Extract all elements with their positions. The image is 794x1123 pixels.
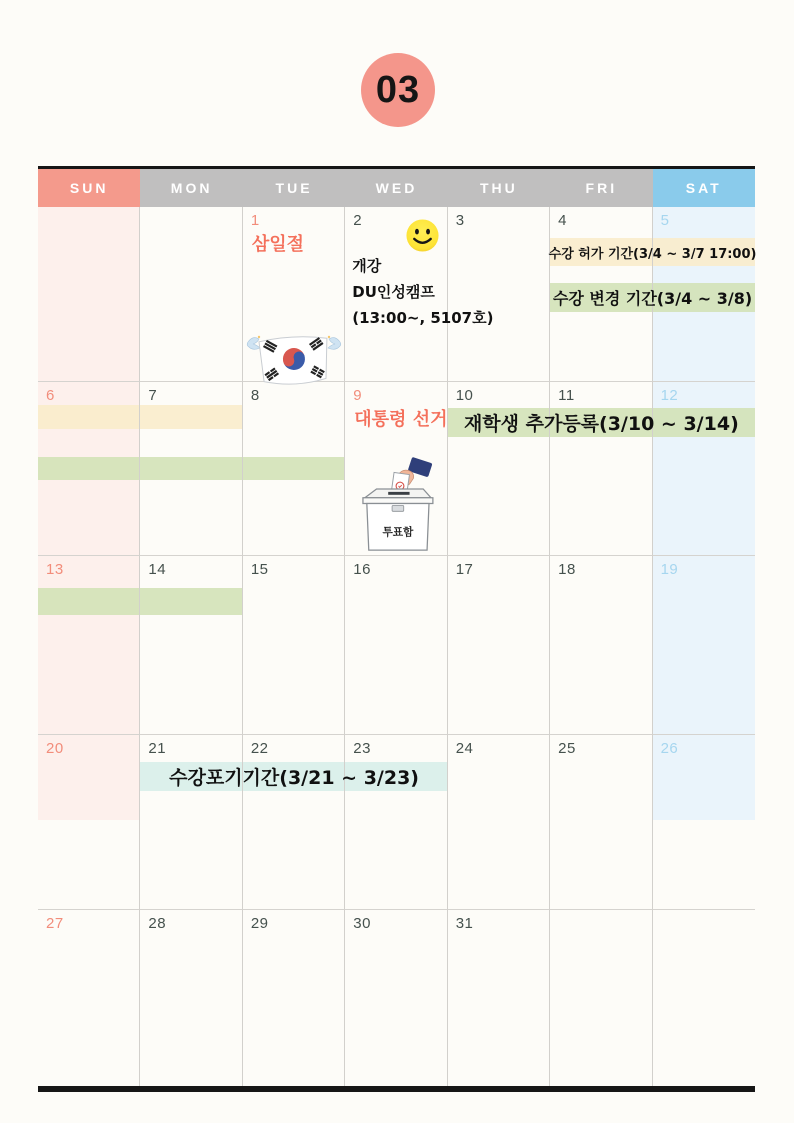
- date-number: 31: [455, 915, 474, 932]
- day-header-fri: FRI: [550, 169, 652, 207]
- date-number: 18: [558, 561, 576, 578]
- day-header-wed: WED: [345, 169, 447, 207]
- date-number: 9: [353, 387, 363, 404]
- calendar-cell-31: [448, 910, 550, 1086]
- calendar-cell-26: [653, 735, 755, 910]
- cell-event-line: (13:00~, 5107호): [352, 309, 494, 327]
- calendar-cell-15: [243, 556, 345, 735]
- calendar-cell-empty: [140, 207, 242, 382]
- date-number: 19: [660, 561, 679, 578]
- calendar-cell-18: [550, 556, 652, 735]
- calendar-cell-5: [653, 207, 755, 382]
- calendar-day-headers: [38, 169, 755, 207]
- ballot-box-label: 투표함: [382, 526, 414, 539]
- event-bar-label: 수강포기기간(3/21 ~ 3/23): [169, 767, 419, 789]
- date-number: 5: [660, 212, 670, 229]
- calendar-cell-2: [345, 207, 494, 382]
- calendar-cell-17: [448, 556, 550, 735]
- smiley-icon: [405, 218, 440, 253]
- calendar-cell-10: [448, 382, 550, 556]
- date-number: 17: [455, 561, 474, 578]
- calendar-grid: [38, 207, 755, 1086]
- date-number: 22: [250, 740, 269, 757]
- calendar-cell-30: [345, 910, 447, 1086]
- date-number: 2: [353, 212, 363, 229]
- calendar-cell-8: [243, 382, 345, 556]
- date-number: 26: [660, 740, 679, 757]
- calendar-cell-empty: [653, 910, 755, 1086]
- calendar-cell-9: [345, 382, 447, 556]
- month-number: 03: [375, 68, 421, 111]
- date-number: 20: [46, 740, 64, 757]
- calendar-cell-4: [550, 207, 652, 382]
- date-number: 25: [558, 740, 576, 757]
- date-number: 28: [148, 915, 167, 932]
- calendar-cell-23: [345, 735, 447, 910]
- date-number: 1: [250, 212, 260, 229]
- month-badge: [361, 53, 435, 127]
- event-bar-label: 수강 변경 기간(3/4 ~ 3/8): [552, 289, 753, 308]
- holiday-label: 대통령 선거: [354, 409, 448, 430]
- day-header-tue: TUE: [243, 169, 345, 207]
- date-number: 11: [558, 387, 575, 404]
- calendar-cell-28: [140, 910, 242, 1086]
- calendar-cell-7: [140, 382, 242, 556]
- day-header-sat: SAT: [653, 169, 755, 207]
- calendar-cell-27: [38, 910, 140, 1086]
- date-number: 15: [250, 561, 269, 578]
- ballot-box-icon: [351, 454, 439, 556]
- date-number: 16: [353, 561, 371, 578]
- date-number: 8: [250, 387, 260, 404]
- calendar-cell-24: [448, 735, 550, 910]
- date-number: 12: [660, 387, 679, 404]
- calendar-cell-29: [243, 910, 345, 1086]
- cell-event-text: [352, 253, 493, 331]
- calendar-cell-25: [550, 735, 652, 910]
- date-number: 4: [558, 212, 567, 229]
- korean-flag-icon: [244, 326, 344, 388]
- date-number: 30: [353, 915, 371, 932]
- date-number: 7: [148, 387, 158, 404]
- calendar: [38, 166, 755, 1092]
- event-bar-label: 수강 허가 기간(3/4 ~ 3/7 17:00): [548, 246, 757, 262]
- day-header-thu: THU: [448, 169, 550, 207]
- calendar-cell-16: [345, 556, 447, 735]
- date-number: 23: [353, 740, 371, 757]
- calendar-cell-13: [38, 556, 140, 735]
- calendar-cell-empty: [550, 910, 652, 1086]
- date-number: 6: [46, 387, 55, 404]
- cell-event-line: 개강: [352, 257, 382, 275]
- calendar-bottom-rule: [38, 1086, 755, 1092]
- date-number: 24: [455, 740, 474, 757]
- calendar-cell-21: [140, 735, 242, 910]
- calendar-cell-11: [550, 382, 652, 556]
- date-number: 27: [46, 915, 64, 932]
- date-number: 13: [46, 561, 64, 578]
- date-number: 21: [148, 740, 167, 757]
- calendar-cell-12: [653, 382, 755, 556]
- calendar-cell-1: [243, 207, 345, 382]
- calendar-cell-empty: [38, 207, 140, 382]
- date-number: 3: [455, 212, 465, 229]
- date-number: 14: [148, 561, 167, 578]
- calendar-cell-19: [653, 556, 755, 735]
- calendar-cell-20: [38, 735, 140, 910]
- day-header-sun: SUN: [38, 169, 140, 207]
- day-header-mon: MON: [140, 169, 242, 207]
- calendar-cell-14: [140, 556, 242, 735]
- holiday-label: 삼일절: [251, 234, 305, 255]
- date-number: 29: [250, 915, 269, 932]
- date-number: 10: [455, 387, 474, 404]
- calendar-body: [38, 207, 755, 1086]
- cell-event-line: DU인성캠프: [352, 283, 435, 301]
- calendar-cell-22: [243, 735, 345, 910]
- event-bar-label: 재학생 추가등록(3/10 ~ 3/14): [463, 413, 739, 435]
- calendar-cell-6: [38, 382, 140, 556]
